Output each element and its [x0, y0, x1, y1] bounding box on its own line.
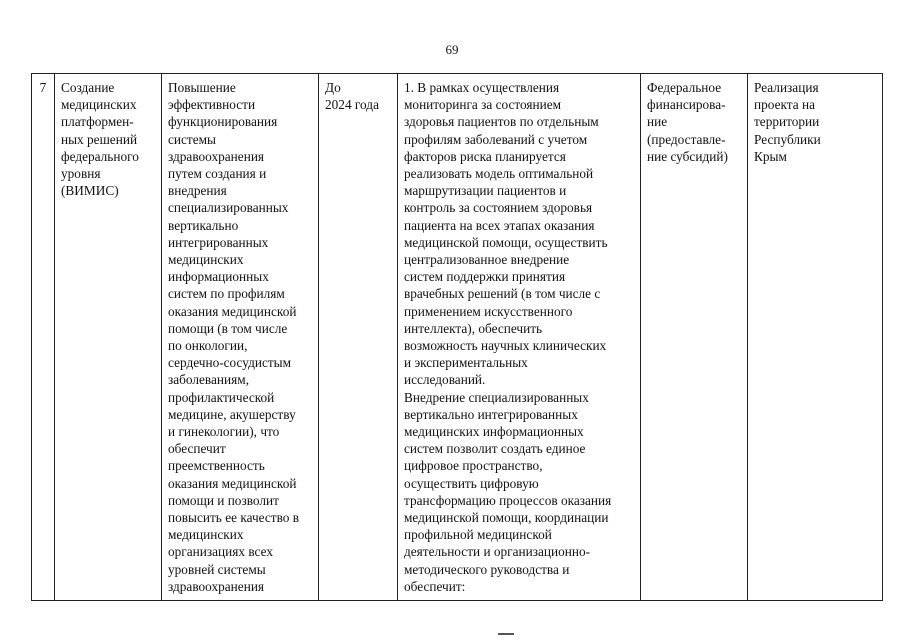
- text-line: вертикально интегрированных: [404, 406, 578, 422]
- text-line: профилям заболеваний с учетом: [404, 131, 588, 147]
- row-number: 7: [39, 80, 47, 95]
- cell-row-number: [32, 74, 55, 601]
- text-line: централизованное внедрение: [404, 252, 570, 268]
- text-line: финансирова-: [647, 97, 726, 113]
- text-line: путем создания и: [168, 166, 267, 182]
- cell-deadline: [319, 74, 398, 601]
- text-line: мониторинга за состоянием: [404, 97, 562, 113]
- text-line: ние: [647, 114, 668, 130]
- text-line: систем позволит создать единое: [404, 441, 586, 457]
- text-line: федерального: [61, 148, 139, 164]
- text-line: медицинских: [168, 252, 244, 268]
- text-line: специализированных: [168, 200, 289, 216]
- text-line: обеспечит: [168, 441, 226, 457]
- text-line: Республики: [754, 131, 821, 147]
- text-line: медицинских: [168, 527, 244, 543]
- text-line: Повышение: [168, 80, 236, 95]
- text-line: здравоохранения: [168, 578, 265, 594]
- text-line: организациях всех: [168, 544, 273, 560]
- text-line: До: [325, 80, 341, 95]
- text-line: уровня: [61, 166, 101, 182]
- text-line: профилактической: [168, 389, 275, 405]
- cell-funding: [641, 74, 748, 601]
- text-line: цифровое пространство,: [404, 458, 543, 474]
- text-line: по онкологии,: [168, 338, 248, 354]
- text-line: контроль за состоянием здоровья: [404, 200, 593, 216]
- text-line: Реализация: [754, 80, 819, 95]
- text-line: оказания медицинской: [168, 303, 297, 319]
- text-line: осуществить цифровую: [404, 475, 539, 491]
- text-line: обеспечит:: [404, 578, 466, 594]
- page-number: 69: [445, 42, 459, 57]
- text-line: эффективности: [168, 97, 256, 113]
- text-line: медицинской помощи, осуществить: [404, 234, 608, 250]
- text-line: здравоохранения: [168, 148, 265, 164]
- text-line: маршрутизации пациентов и: [404, 183, 567, 199]
- table-row: [32, 74, 883, 601]
- scan-mark: [498, 633, 514, 635]
- text-line: медицинской помощи, координации: [404, 510, 609, 526]
- text-line: повысить ее качество в: [168, 510, 300, 526]
- text-line: 2024 года: [325, 97, 379, 113]
- text-line: оказания медицинской: [168, 475, 297, 491]
- text-line: медицинских информационных: [404, 424, 584, 440]
- text-line: Федеральное: [647, 80, 722, 95]
- text-line: сердечно-сосудистым: [168, 355, 292, 371]
- project-table: [31, 73, 883, 601]
- text-line: и гинекологии), что: [168, 424, 280, 440]
- text-line: платформен-: [61, 114, 134, 130]
- text-line: деятельности и организационно-: [404, 544, 591, 560]
- text-line: функционирования: [168, 114, 278, 130]
- text-line: исследований.: [404, 372, 486, 388]
- text-line: (предоставле-: [647, 131, 726, 147]
- text-line: заболеваниям,: [168, 372, 250, 388]
- text-line: территории: [754, 114, 820, 130]
- text-line: Крым: [754, 148, 787, 164]
- text-line: факторов риска планируется: [404, 148, 566, 164]
- text-line: ние субсидий): [647, 148, 728, 164]
- text-line: помощи и позволит: [168, 492, 279, 508]
- text-line: Создание: [61, 80, 115, 95]
- cell-result: [748, 74, 883, 601]
- text-line: медицинских: [61, 97, 137, 113]
- text-line: профильной медицинской: [404, 527, 552, 543]
- cell-goal: [162, 74, 319, 601]
- text-line: информационных: [168, 269, 269, 285]
- cell-description: [398, 74, 641, 601]
- text-line: реализовать модель оптимальной: [404, 166, 594, 182]
- text-line: интегрированных: [168, 234, 269, 250]
- text-line: применением искусственного: [404, 303, 573, 319]
- text-line: методического руководства и: [404, 561, 570, 577]
- text-line: проекта на: [754, 97, 815, 113]
- text-line: уровней системы: [168, 561, 266, 577]
- text-line: трансформацию процессов оказания: [404, 492, 612, 508]
- text-line: внедрения: [168, 183, 227, 199]
- cell-project-name: [55, 74, 162, 601]
- text-line: преемственность: [168, 458, 265, 474]
- text-line: вертикально: [168, 217, 239, 233]
- text-line: помощи (в том числе: [168, 320, 288, 336]
- text-line: систем по профилям: [168, 286, 285, 302]
- text-line: интеллекта), обеспечить: [404, 320, 543, 336]
- text-line: здоровья пациентов по отдельным: [404, 114, 599, 130]
- text-line: пациента на всех этапах оказания: [404, 217, 595, 233]
- text-line: ных решений: [61, 131, 138, 147]
- text-line: врачебных решений (в том числе с: [404, 286, 601, 302]
- text-line: медицине, акушерству: [168, 406, 296, 422]
- text-line: возможность научных клинических: [404, 338, 607, 354]
- text-line: и экспериментальных: [404, 355, 528, 371]
- text-line: Внедрение специализированных: [404, 389, 589, 405]
- text-line: систем поддержки принятия: [404, 269, 566, 285]
- text-line: системы: [168, 131, 216, 147]
- text-line: (ВИМИС): [61, 183, 119, 199]
- text-line: 1. В рамках осуществления: [404, 80, 560, 95]
